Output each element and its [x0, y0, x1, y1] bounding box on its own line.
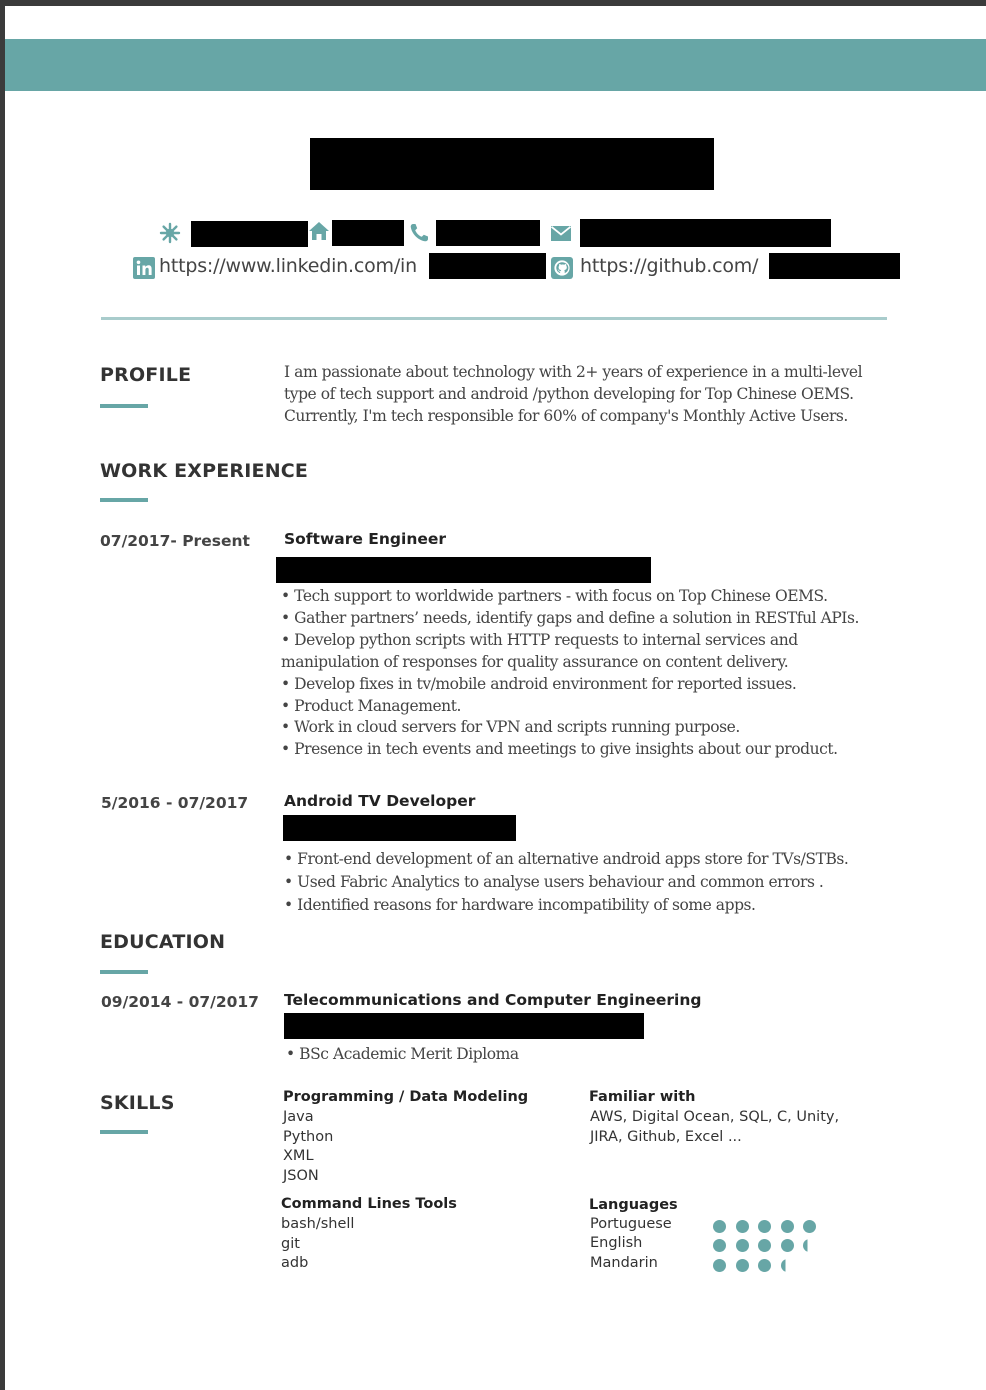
- proficiency-dot: [736, 1259, 749, 1272]
- proficiency-dot: [758, 1220, 771, 1233]
- phone-icon: [408, 222, 430, 244]
- work-experience-title: WORK EXPERIENCE: [100, 460, 309, 482]
- list-item: • Tech support to worldwide partners - with focus on Top Chinese OEMS.: [281, 587, 828, 605]
- command-line-title: Command Lines Tools: [281, 1196, 457, 1212]
- proficiency-dot: [781, 1220, 794, 1233]
- proficiency-dot: [736, 1239, 749, 1252]
- redacted-linkedin-handle: [429, 253, 546, 279]
- list-item: • Gather partners’ needs, identify gaps and define a solution in RESTful APIs.: [281, 608, 859, 627]
- proficiency-dot: [713, 1239, 726, 1252]
- profile-underline: [100, 404, 148, 408]
- programming-list: [283, 1108, 333, 1187]
- list-item: Python: [283, 1128, 334, 1145]
- degree-title: Telecommunications and Computer Engineering: [284, 991, 702, 1009]
- profile-line: type of tech support and android /python developing for Top Chinese OEMS.: [284, 385, 854, 403]
- education-date: 09/2014 - 07/2017: [101, 993, 259, 1011]
- skills-underline: [100, 1130, 148, 1134]
- list-item: JIRA, Github, Excel ...: [590, 1128, 742, 1145]
- language-name: Mandarin: [590, 1255, 658, 1271]
- redacted-location: [332, 220, 404, 246]
- job-bullets: [284, 848, 848, 917]
- education-underline: [100, 970, 148, 974]
- header-band: [5, 39, 986, 91]
- list-item: • Develop python scripts with HTTP requests to internal services and: [281, 630, 798, 649]
- proficiency-dot: [803, 1220, 816, 1233]
- mail-icon: [550, 223, 572, 245]
- github-icon[interactable]: [551, 257, 573, 279]
- redacted-name: [310, 138, 714, 190]
- proficiency-dot: [736, 1220, 749, 1233]
- list-item: • Presence in tech events and meetings to give insights about our product.: [281, 740, 838, 759]
- list-item: adb: [281, 1255, 309, 1272]
- language-name: Portuguese: [590, 1216, 672, 1232]
- profile-line: Currently, I'm tech responsible for 60% of company's Monthly Active Users.: [284, 407, 848, 425]
- redacted-email: [580, 219, 831, 247]
- education-bullets: [286, 1043, 519, 1065]
- list-item: • Work in cloud servers for VPN and scripts running purpose.: [281, 718, 740, 737]
- proficiency-dot: [758, 1239, 771, 1252]
- list-item: • BSc Academic Merit Diploma: [286, 1045, 519, 1063]
- work-experience-underline: [100, 498, 148, 502]
- language-row: [590, 1216, 820, 1236]
- job-bullets: [281, 586, 859, 761]
- profile-title: PROFILE: [100, 364, 192, 386]
- redacted-company: [283, 815, 516, 841]
- list-item: • Develop fixes in tv/mobile android environment for reported issues.: [281, 674, 797, 693]
- job-title: Software Engineer: [284, 530, 447, 548]
- resume-page: [5, 6, 986, 1390]
- redacted-company: [276, 557, 651, 583]
- header-divider: [101, 317, 887, 320]
- proficiency-dot: [781, 1239, 794, 1252]
- redacted-phone: [436, 220, 540, 246]
- language-row: [590, 1255, 820, 1275]
- list-item: • Product Management.: [281, 696, 461, 715]
- programming-title: Programming / Data Modeling: [283, 1089, 529, 1105]
- star-icon: [159, 222, 181, 244]
- profile-text: [284, 361, 884, 427]
- list-item: AWS, Digital Ocean, SQL, C, Unity,: [590, 1109, 840, 1125]
- familiar-title: Familiar with: [589, 1089, 696, 1105]
- list-item: bash/shell: [281, 1216, 355, 1232]
- github-link[interactable]: https://github.com/: [580, 255, 759, 277]
- list-item: XML: [283, 1148, 314, 1165]
- skills-title: SKILLS: [100, 1092, 175, 1114]
- redacted-github-handle: [769, 253, 900, 279]
- language-row: [590, 1235, 820, 1255]
- job-date: 5/2016 - 07/2017: [101, 794, 249, 812]
- proficiency-dot-partial: [781, 1259, 794, 1272]
- list-item: • Identified reasons for hardware incompatibility of some apps.: [284, 896, 756, 914]
- proficiency-dot: [713, 1220, 726, 1233]
- redacted-university: [284, 1013, 644, 1039]
- proficiency-dot: [758, 1259, 771, 1272]
- list-item: JSON: [283, 1168, 319, 1185]
- familiar-list: [590, 1108, 839, 1147]
- list-item: Java: [283, 1109, 314, 1125]
- redacted-birthdate: [191, 221, 308, 247]
- list-item: manipulation of responses for quality assurance on content delivery.: [281, 652, 789, 671]
- profile-line: I am passionate about technology with 2+ years of experience in a multi-level: [284, 363, 863, 381]
- languages-title: Languages: [589, 1197, 678, 1213]
- linkedin-link[interactable]: https://www.linkedin.com/in: [159, 255, 417, 277]
- linkedin-icon[interactable]: [133, 257, 155, 279]
- list-item: • Used Fabric Analytics to analyse users behaviour and common errors .: [284, 873, 824, 891]
- proficiency-dot: [713, 1259, 726, 1272]
- list-item: • Front-end development of an alternative android apps store for TVs/STBs.: [284, 850, 849, 868]
- education-title: EDUCATION: [100, 931, 226, 953]
- home-icon: [308, 220, 330, 242]
- job-date: 07/2017- Present: [100, 532, 250, 550]
- language-name: English: [590, 1235, 643, 1251]
- job-title: Android TV Developer: [284, 792, 476, 810]
- list-item: git: [281, 1235, 300, 1252]
- proficiency-dot-partial: [803, 1239, 816, 1252]
- command-line-list: [281, 1215, 354, 1274]
